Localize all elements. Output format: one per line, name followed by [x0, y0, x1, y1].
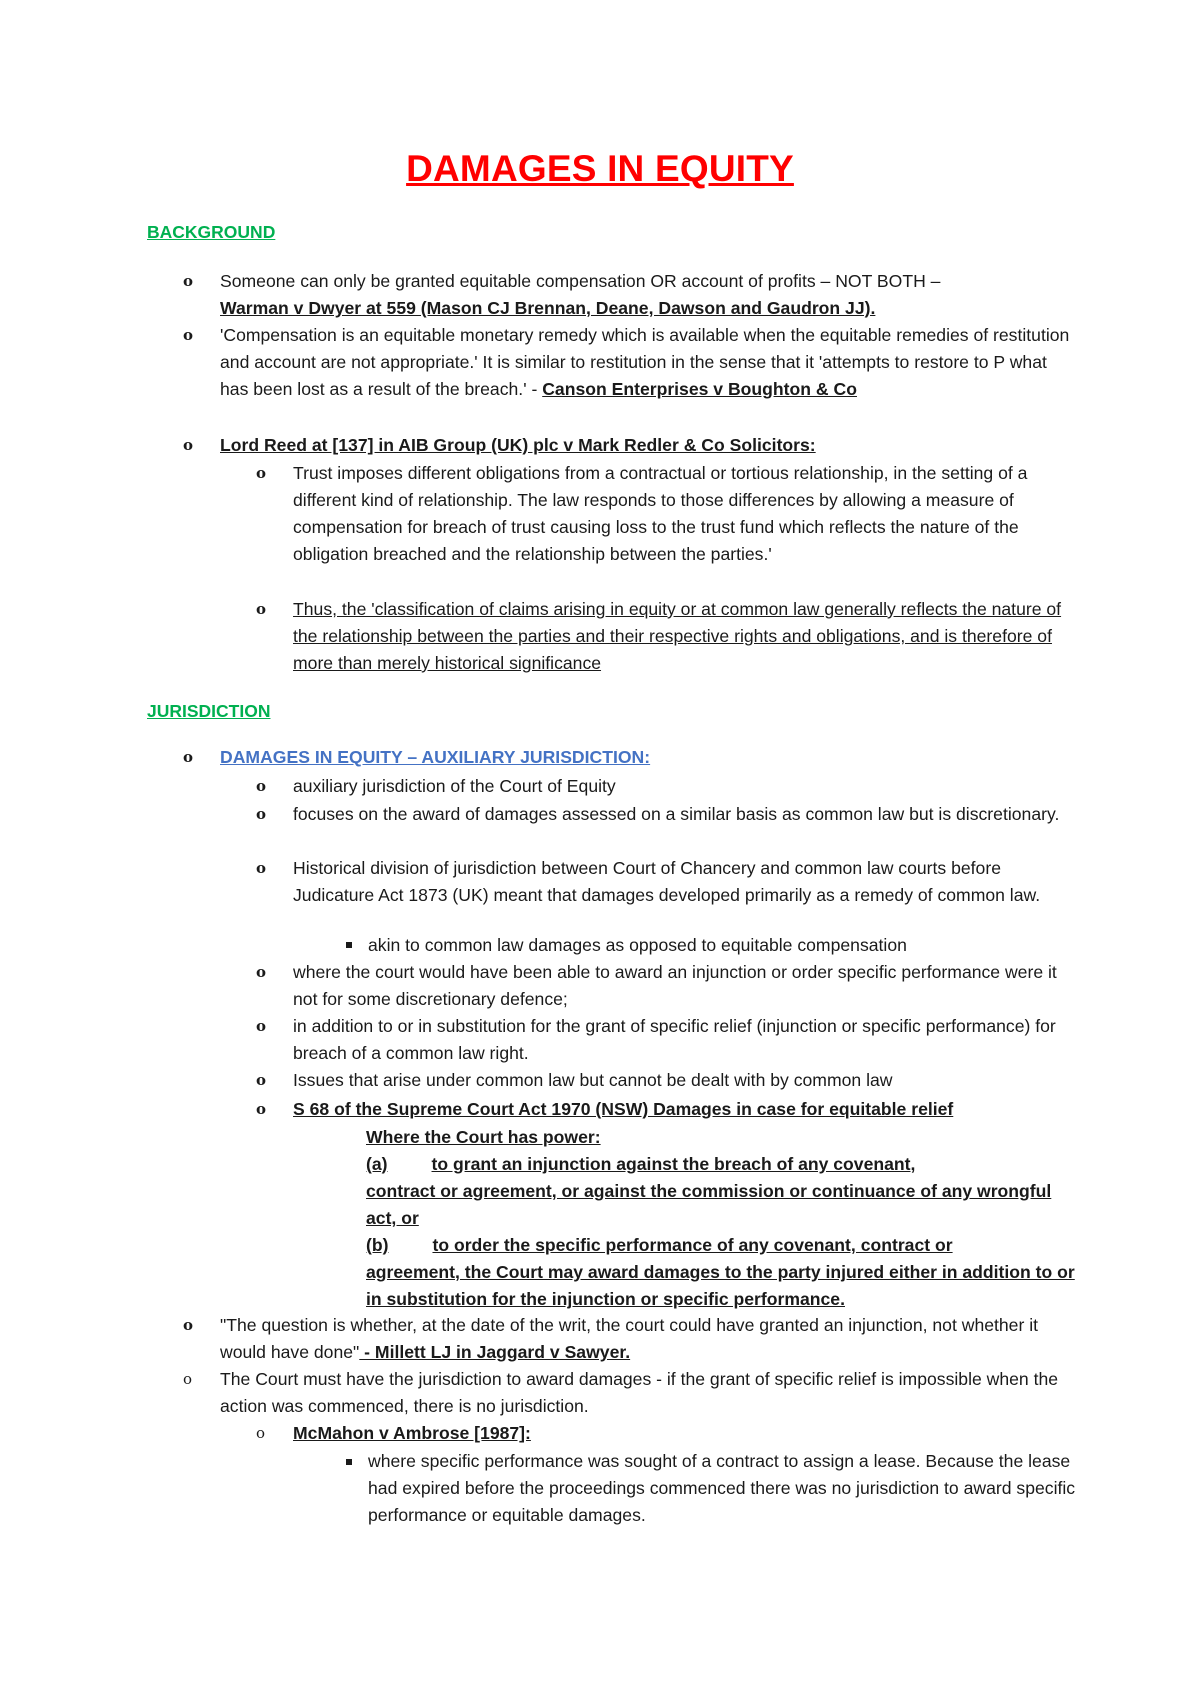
case-citation: - Millett LJ in Jaggard v Sawyer.	[359, 1342, 631, 1362]
bullet-o: o	[256, 1017, 267, 1035]
sub-list-item: Historical division of jurisdiction between Court of Chancery and common law courts before Judicature Act 1873 (UK) meant that damages developed primarily as a remedy of common law.	[293, 858, 1041, 905]
list-item-case: Lord Reed at [137] in AIB Group (UK) plc v Mark Redler & Co Solicitors:	[220, 435, 816, 455]
bullet-o: o	[256, 1071, 267, 1089]
bullet-o: o	[256, 859, 267, 877]
clause-label: (a)	[366, 1154, 388, 1174]
case-heading: McMahon v Ambrose [1987]:	[293, 1423, 531, 1443]
bullet-o: o	[256, 805, 267, 823]
bullet-o: o	[183, 326, 194, 344]
subsection-heading-auxiliary: DAMAGES IN EQUITY – AUXILIARY JURISDICTION:	[220, 747, 651, 767]
bullet-o: o	[183, 436, 194, 454]
bullet-o: o	[256, 777, 267, 795]
sub-sub-list-item: akin to common law damages as opposed to equitable compensation	[368, 935, 907, 955]
statute-line: Where the Court has power:	[366, 1127, 601, 1147]
sub-list-item: Thus, the 'classification of claims arising in equity or at common law generally reflects the nature of the relationship between the parties and their respective rights and obligations, and is therefore of more than merely historical significance	[293, 599, 1062, 673]
section-heading-background: BACKGROUND	[147, 222, 276, 242]
item-text: 'Compensation is an equitable monetary remedy which is available when the equitable remedies of restitution and account are not appropriate.' It is similar to restitution in the sense that it 'attempts to restore to P what has been lost as a result of the breach.' -	[220, 325, 1070, 399]
square-bullet-icon	[346, 942, 352, 948]
sub-sub-list-item: where specific performance was sought of a contract to assign a lease. Because the lease had expired before the proceedings commenced there was no jurisdiction to award specific performance or equitable damages.	[368, 1451, 1076, 1525]
bullet-o: o	[256, 464, 267, 482]
sub-list-item: where the court would have been able to award an injunction or order specific performance were it not for some discretionary defence;	[293, 962, 1057, 1009]
sub-list-item: in addition to or in substitution for the grant of specific relief (injunction or specific performance) for breach of a common law right.	[293, 1016, 1056, 1063]
statute-clause-a	[366, 1151, 1086, 1178]
statute-clause-b-cont: agreement, the Court may award damages to the party injured either in addition to or in substitution for the injunction or specific performance.	[366, 1262, 1075, 1309]
case-citation: Warman v Dwyer at 559 (Mason CJ Brennan, Deane, Dawson and Gaudron JJ).	[220, 298, 876, 318]
sub-list-item: focuses on the award of damages assessed on a similar basis as common law but is discretionary.	[293, 804, 1060, 824]
clause-label: (b)	[366, 1235, 389, 1255]
list-item	[220, 268, 1080, 322]
list-item-quote	[220, 1312, 1080, 1366]
sub-list-item: Issues that arise under common law but cannot be dealt with by common law	[293, 1070, 893, 1090]
bullet-o: o	[256, 963, 267, 981]
statute-text	[366, 1124, 1086, 1313]
list-item	[220, 322, 1080, 403]
bullet-o: o	[183, 748, 194, 766]
bullet-o: o	[183, 1316, 194, 1334]
statute-heading: S 68 of the Supreme Court Act 1970 (NSW) Damages in case for equitable relief	[293, 1099, 954, 1119]
bullet-o: o	[183, 1370, 193, 1388]
document-title: DAMAGES IN EQUITY	[406, 148, 794, 189]
quote-text: "The question is whether, at the date of the writ, the court could have granted an injunction, not whether it would have done"	[220, 1315, 1039, 1362]
clause-text: to grant an injunction against the breach of any covenant,	[431, 1154, 916, 1174]
statute-clause-b	[366, 1232, 1086, 1259]
bullet-o: o	[256, 600, 267, 618]
list-item: The Court must have the jurisdiction to award damages - if the grant of specific relief is impossible when the action was commenced, there is no jurisdiction.	[220, 1369, 1059, 1416]
bullet-o: o	[256, 1424, 266, 1442]
section-heading-jurisdiction: JURISDICTION	[147, 701, 271, 721]
clause-text: to order the specific performance of any covenant, contract or	[432, 1235, 953, 1255]
case-citation: Canson Enterprises v Boughton & Co	[542, 379, 857, 399]
square-bullet-icon	[346, 1459, 352, 1465]
item-text: Someone can only be granted equitable compensation OR account of profits – NOT BOTH –	[220, 271, 941, 291]
statute-clause-a-cont: contract or agreement, or against the commission or continuance of any wrongful act, or	[366, 1181, 1052, 1228]
sub-list-item: Trust imposes different obligations from a contractual or tortious relationship, in the setting of a different kind of relationship. The law responds to those differences by allowing a measure of compensation for breach of trust causing loss to the trust fund which reflects the nature of the obligation breached and the relationship between the parties.'	[293, 463, 1028, 564]
sub-list-item: auxiliary jurisdiction of the Court of Equity	[293, 776, 616, 796]
bullet-o: o	[256, 1100, 267, 1118]
bullet-o: o	[183, 272, 194, 290]
